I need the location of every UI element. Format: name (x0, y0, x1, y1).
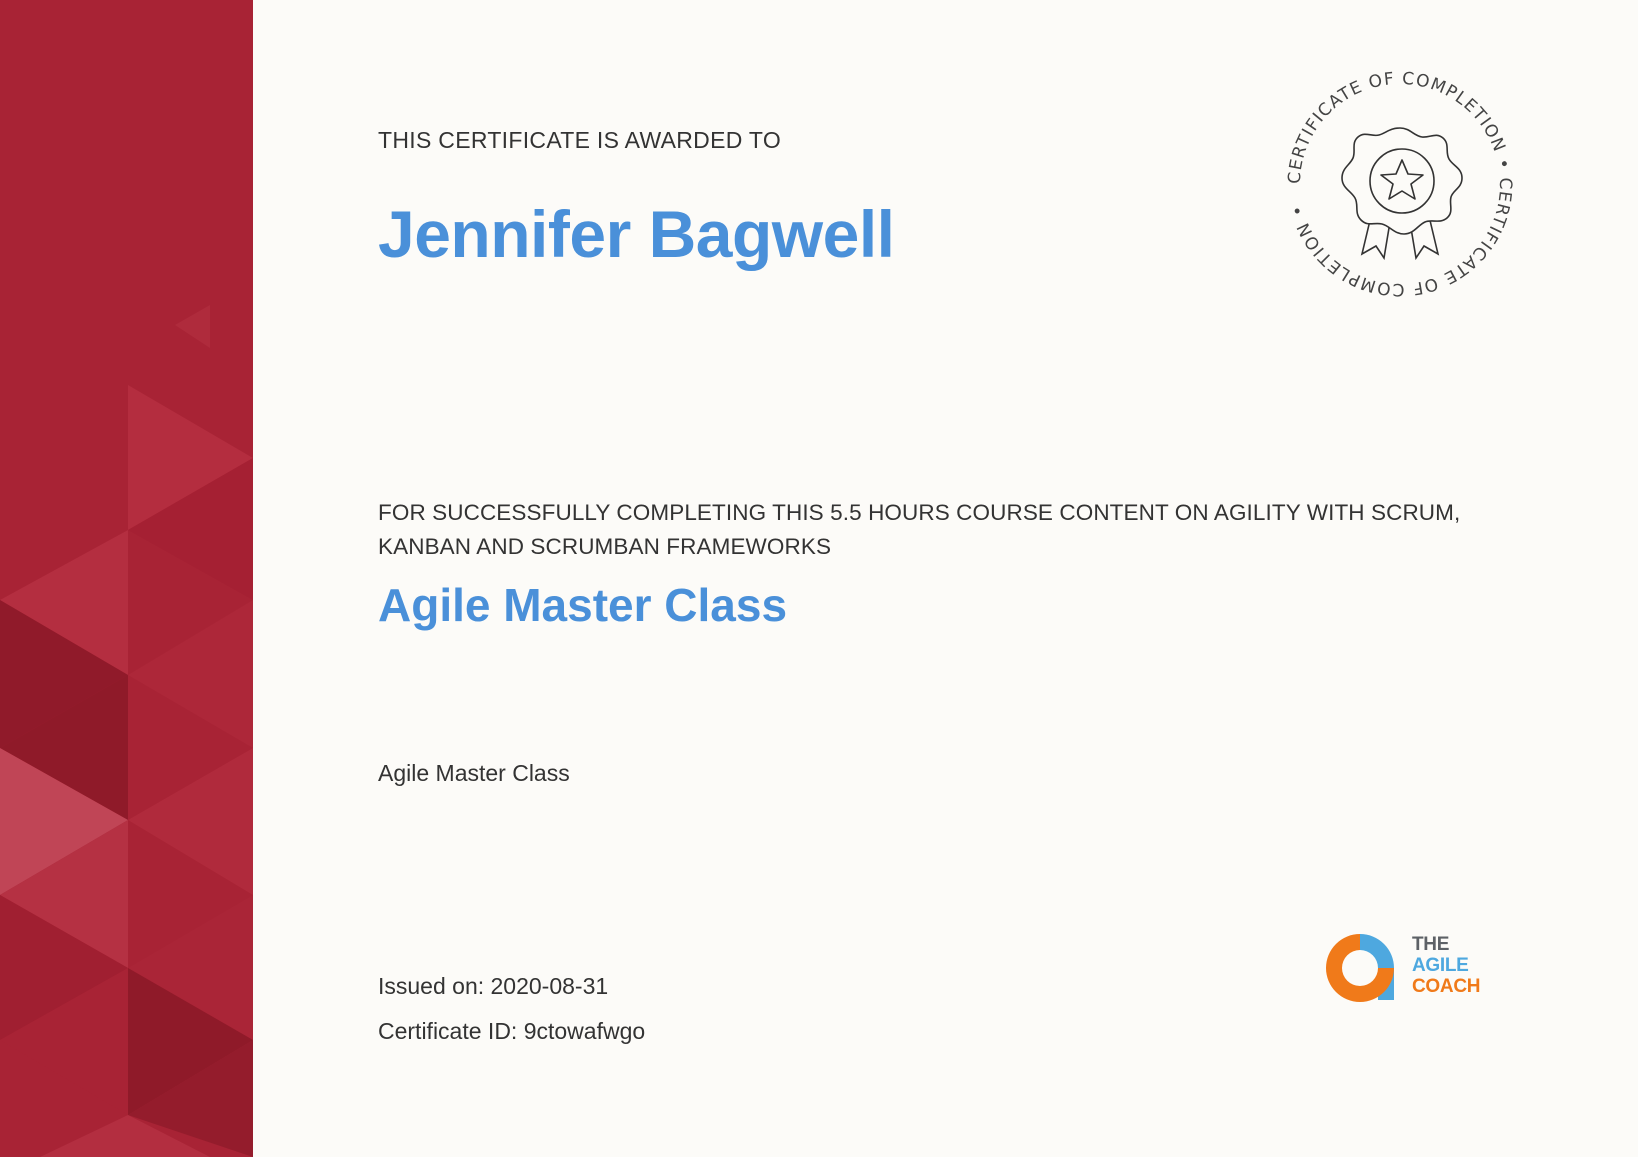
certificate-id: Certificate ID: 9ctowafwgo (378, 1018, 646, 1044)
logo-line-the: THE (1412, 934, 1450, 955)
issued-date: Issued on: 2020-08-31 (378, 973, 609, 999)
course-description: FOR SUCCESSFULLY COMPLETING THIS 5.5 HOURS COURSE CONTENT ON AGILITY WITH SCRUM, KANBAN AND SCRUMBAN FRAMEWORKS (378, 500, 1461, 559)
logo-line-coach: COACH (1412, 976, 1481, 997)
logo-wordmark (1412, 934, 1480, 997)
course-title: Agile Master Class (378, 579, 788, 631)
logo-line-agile: AGILE (1412, 955, 1469, 976)
recipient-name: Jennifer Bagwell (378, 197, 895, 271)
awarded-to-label: THIS CERTIFICATE IS AWARDED TO (378, 127, 782, 153)
logo-mark-icon (1322, 928, 1402, 1008)
seal-ring-text: CERTIFICATE OF COMPLETION • CERTIFICATE OF COMPLETION • (1284, 68, 1516, 300)
seal-icon (1280, 64, 1520, 304)
course-subtitle: Agile Master Class (378, 760, 570, 786)
completion-seal (1280, 64, 1520, 304)
agile-coach-logo (1322, 928, 1492, 1008)
decorative-sidebar (0, 0, 253, 1157)
triangle-pattern (0, 0, 253, 1157)
